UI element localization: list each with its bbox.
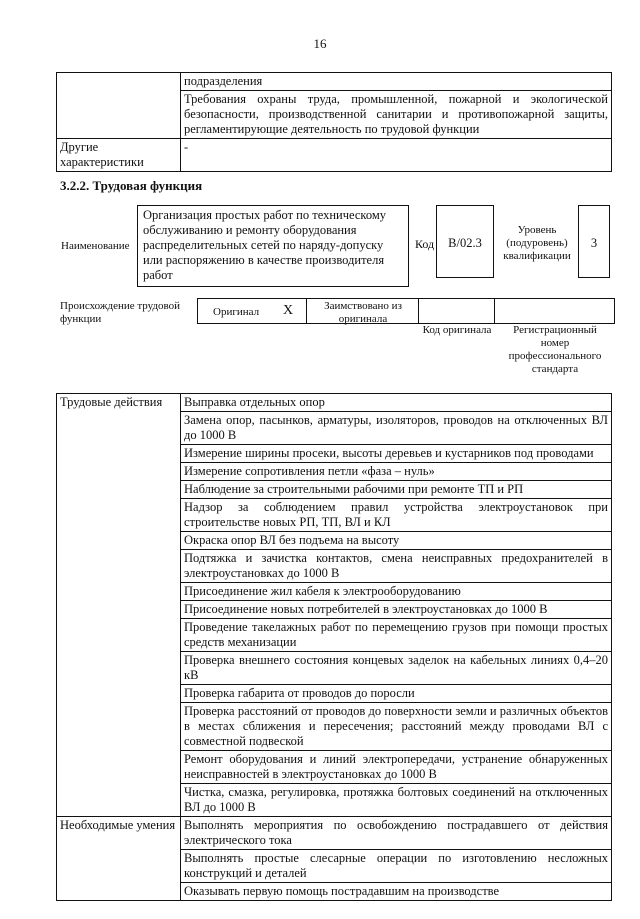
list-item: Выполнять мероприятия по освобождению пострадавшего от действия электрического тока bbox=[181, 817, 612, 850]
list-item: Оказывать первую помощь пострадавшим на производстве bbox=[181, 883, 612, 901]
level-value: 3 bbox=[578, 205, 610, 278]
main-table bbox=[56, 393, 612, 901]
list-item: Присоединение жил кабеля к электрооборудованию bbox=[181, 583, 612, 601]
origin-label: Происхождение трудовой функции bbox=[60, 300, 181, 325]
list-item: Проверка внешнего состояния концевых заделок на кабельных линиях 0,4–20 кВ bbox=[181, 652, 612, 685]
list-item: Окраска опор ВЛ без подъема на высоту bbox=[181, 532, 612, 550]
table-row bbox=[57, 394, 612, 412]
table-row bbox=[57, 817, 612, 850]
code-label: Код bbox=[415, 237, 435, 251]
list-item: Замена опор, пасынков, арматуры, изоляторов, проводов на отключенных ВЛ до 1000 В bbox=[181, 412, 612, 445]
divider bbox=[418, 298, 419, 324]
list-item: Проверка расстояний от проводов до поверхности земли и различных объектов в местах сближения и пересечения; расстояний между проводами ВЛ с совместной подвеской bbox=[181, 703, 612, 751]
row-value-line: Требования охраны труда, промышленной, пожарной и экологической безопасности, производственной санитарии и противопожарной защиты, регламентирующие деятельность по трудовой функции bbox=[181, 90, 611, 137]
skills-label: Необходимые умения bbox=[57, 817, 181, 901]
list-item: Присоединение новых потребителей в электроустановках до 1000 В bbox=[181, 601, 612, 619]
list-item: Выправка отдельных опор bbox=[181, 394, 612, 412]
labor-actions-label: Трудовые действия bbox=[57, 394, 181, 817]
list-item: Выполнять простые слесарные операции по изготовлению несложных конструкций и деталей bbox=[181, 850, 612, 883]
row-value: - bbox=[181, 139, 612, 172]
original-label: Оригинал bbox=[213, 306, 260, 318]
section-heading: 3.2.2. Трудовая функция bbox=[60, 178, 203, 193]
divider bbox=[494, 298, 495, 324]
list-item: Наблюдение за строительными рабочими при ремонте ТП и РП bbox=[181, 481, 612, 499]
table-row bbox=[57, 139, 612, 172]
list-item: Ремонт оборудования и линий электропередачи, устранение обнаруженных неисправностей в электроустановках до 1000 В bbox=[181, 751, 612, 784]
level-label: Уровень (подуровень) квалификации bbox=[503, 224, 571, 262]
borrowed-label: Заимствовано из оригинала bbox=[324, 300, 402, 325]
code-value: B/02.3 bbox=[436, 205, 494, 278]
row-label: Другие характеристики bbox=[57, 139, 181, 172]
code-original-caption: Код оригинала bbox=[422, 324, 492, 336]
list-item: Надзор за соблюдением правил устройства электроустановок при строительстве новых РП, ТП, ВЛ и КЛ bbox=[181, 499, 612, 532]
list-item: Проведение такелажных работ по перемещению грузов при помощи простых средств механизации bbox=[181, 619, 612, 652]
reg-number-caption: Регистрационный номер профессионального стандарта bbox=[508, 324, 602, 375]
name-label: Наименование bbox=[61, 240, 130, 252]
row-value-line: подразделения bbox=[184, 74, 263, 88]
page-number: 16 bbox=[313, 36, 327, 51]
table-row bbox=[57, 73, 612, 139]
divider bbox=[306, 298, 307, 324]
original-mark: X bbox=[283, 303, 294, 318]
list-item: Проверка габарита от проводов до поросли bbox=[181, 685, 612, 703]
list-item: Чистка, смазка, регулировка, протяжка болтовых соединений на отключенных ВЛ до 1000 В bbox=[181, 784, 612, 817]
name-value: Организация простых работ по техническому обслуживанию и ремонту оборудования распределительных сетей по наряду-допуску или распоряжению в качестве производителя работ bbox=[137, 205, 409, 287]
row-value bbox=[181, 73, 612, 139]
list-item: Подтяжка и зачистка контактов, смена неисправных предохранителей в электроустановках до 1000 В bbox=[181, 550, 612, 583]
list-item: Измерение ширины просеки, высоты деревьев и кустарников под проводами bbox=[181, 445, 612, 463]
row-label bbox=[57, 73, 181, 139]
top-table bbox=[56, 72, 612, 172]
list-item: Измерение сопротивления петли «фаза – нуль» bbox=[181, 463, 612, 481]
